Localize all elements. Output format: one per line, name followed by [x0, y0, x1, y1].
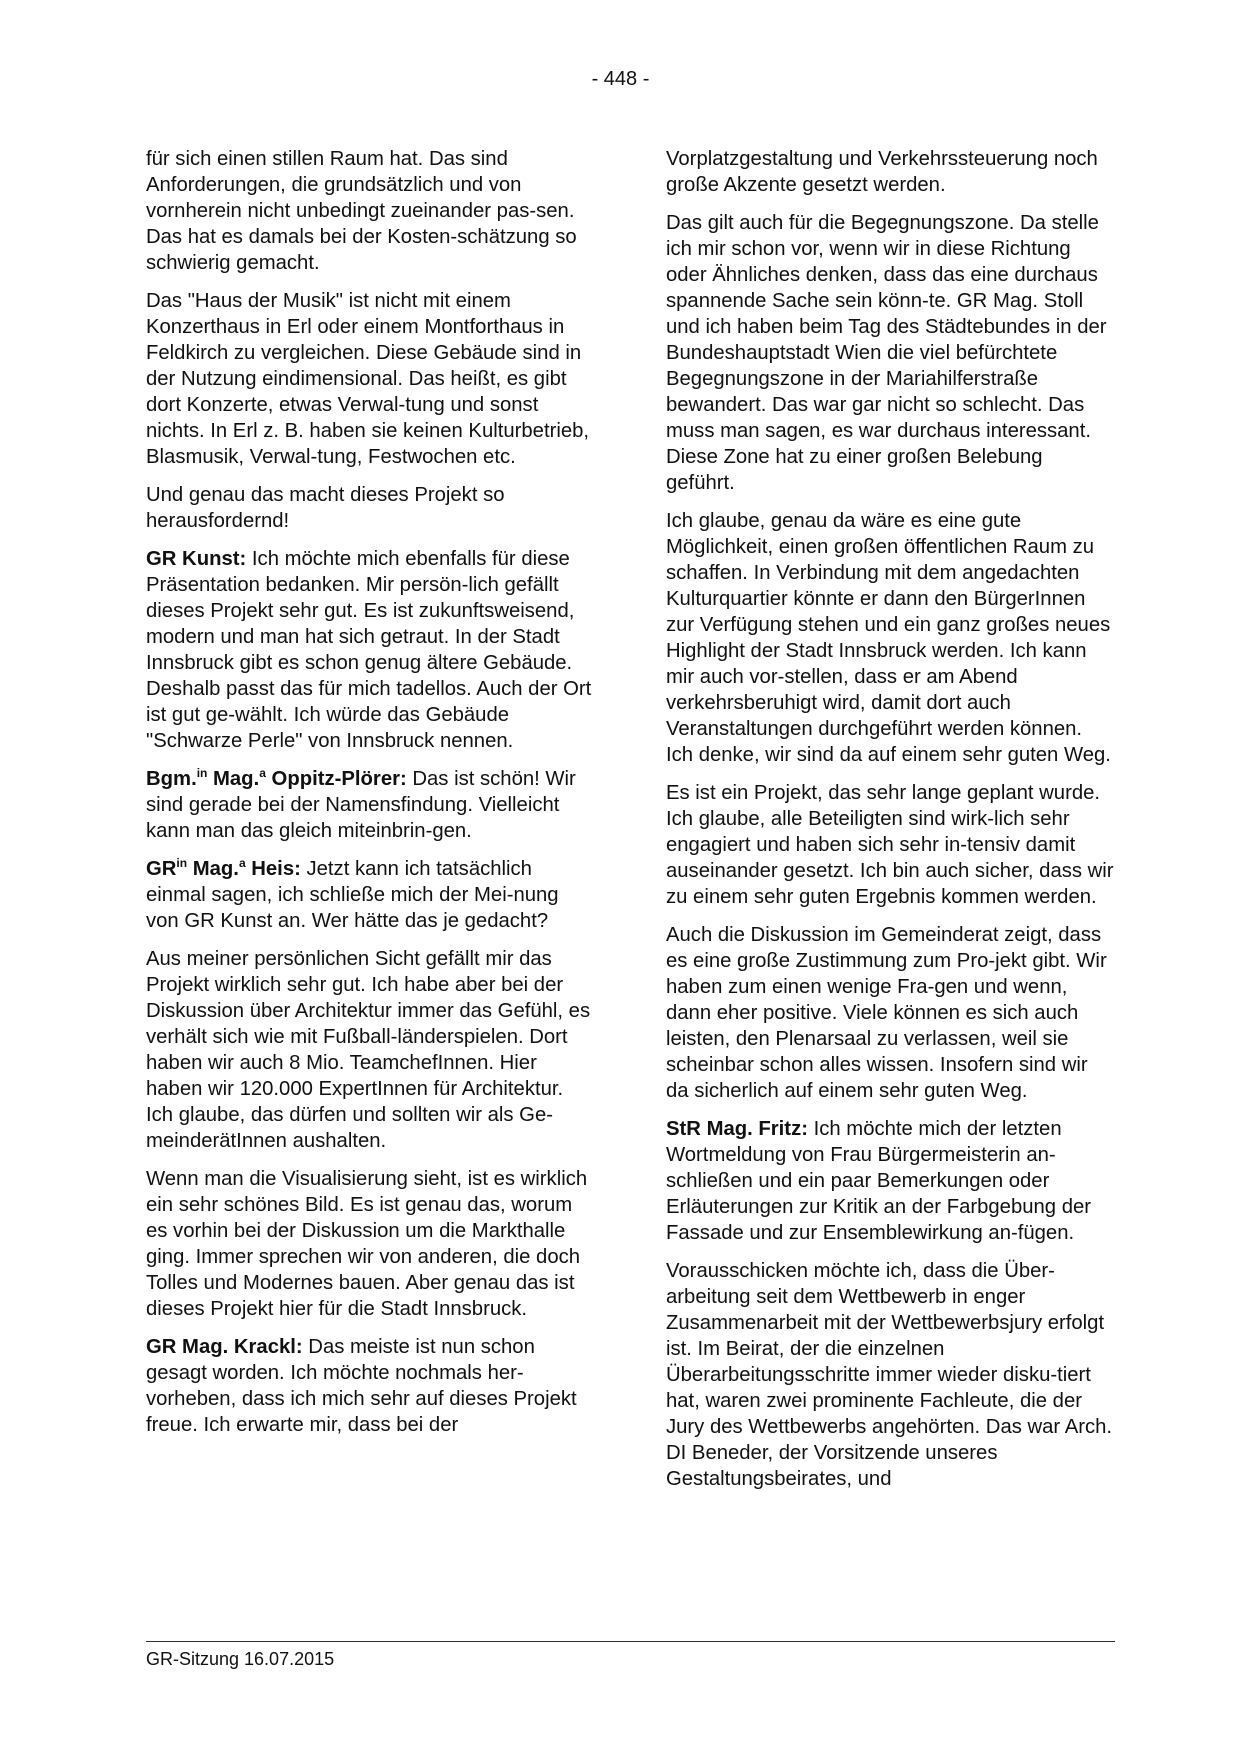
speech-kunst [146, 546, 594, 754]
speech-text: Das meiste ist nun schon gesagt worden. Ich möchte nochmals her-vorheben, dass ich mich sehr auf dieses Projekt freue. Ich erwarte mir, dass bei der [146, 1336, 577, 1436]
paragraph: Ich glaube, genau da wäre es eine gute Möglichkeit, einen großen öffentlichen Raum zu schaffen. In Verbindung mit dem angedachten Kulturquartier könnte er dann den BürgerInnen zur Verfügung stehen und ein ganz großes neues Highlight der Stadt Innsbruck werden. Ich kann mir auch vor-stellen, dass er am Abend verkehrsberuhigt wird, damit dort auch Veranstaltungen durchgeführt werden können. Ich denke, wir sind da auf einem sehr guten Weg. [666, 510, 1111, 766]
paragraph: Wenn man die Visualisierung sieht, ist es wirklich ein sehr schönes Bild. Es ist genau das, worum es vorhin bei der Diskussion um die Markthalle ging. Immer sprechen wir von anderen, die doch Tolles und Modernes bauen. Aber genau das ist dieses Projekt hier für die Stadt Innsbruck. [146, 1168, 588, 1320]
paragraph: Auch die Diskussion im Gemeinderat zeigt, dass es eine große Zustimmung zum Pro-jekt gibt. Wir haben zum einen wenige Fra-gen und wenn, dann eher positive. Viele können es sich auch leisten, den Plenarsaal zu verlassen, weil sie scheinbar schon alles wissen. Insofern sind wir da sicherlich auf einem sehr guten Weg. [666, 924, 1107, 1102]
paragraph: für sich einen stillen Raum hat. Das sind Anforderungen, die grundsätzlich und von vornherein nicht unbedingt zueinander pas-sen. Das hat es damals bei der Kosten-schätzung so schwierig gemacht. [146, 148, 577, 274]
speaker-name: GR Mag. Krackl: [146, 1336, 303, 1358]
paragraph: Das gilt auch für die Begegnungszone. Da stelle ich mir schon vor, wenn wir in diese Richtung oder Ähnliches denken, dass das eine durchaus spannende Sache sein könn-te. GR Mag. Stoll und ich haben beim Tag des Städtebundes in der Bundeshauptstadt Wien die viel befürchtete Begegnungszone in der Mariahilferstraße bewandert. Das war gar nicht so schlecht. Das muss man sagen, es war durchaus interessant. Diese Zone hat zu einer großen Belebung geführt. [666, 212, 1107, 494]
paragraph: Es ist ein Projekt, das sehr lange geplant wurde. Ich glaube, alle Beteiligten sind wirk-lich sehr engagiert und haben sich sehr in-tensiv damit auseinander gesetzt. Ich bin auch sicher, dass wir zu einem sehr guten Ergebnis kommen werden. [666, 782, 1114, 908]
speech-krackl [146, 1334, 594, 1438]
paragraph: Vorausschicken möchte ich, dass die Über-arbeitung seit dem Wettbewerb in enger Zusammenarbeit mit der Wettbewerbsjury erfolgt ist. Im Beirat, der die einzelnen Überarbeitungsschritte immer wieder disku-tiert hat, waren zwei prominente Fachleute, die der Jury des Wettbewerbs angehörten. Das war Arch. DI Beneder, der Vorsitzende unseres Gestaltungsbeirates, und [666, 1260, 1113, 1490]
paragraph: Das "Haus der Musik" ist nicht mit einem Konzerthaus in Erl oder einem Montforthaus in Feldkirch zu vergleichen. Diese Gebäude sind in der Nutzung eindimensional. Das heißt, es gibt dort Konzerte, etwas Verwal-tung und sonst nichts. In Erl z. B. haben sie keinen Kulturbetrieb, Blasmusik, Verwal-tung, Festwochen etc. [146, 290, 590, 468]
speech-oppitz-ploerer [146, 766, 594, 844]
speaker-name: $GR^{in}$ Mag.$^a$ Heis: [146, 856, 301, 880]
speech-fritz [666, 1116, 1114, 1246]
speaker-name: GR Kunst: [146, 548, 247, 570]
speech-text: Ich möchte mich ebenfalls für diese Präsentation bedanken. Mir persön-lich gefällt dieses Projekt sehr gut. Es ist zukunftsweisend, modern und man hat sich getraut. In der Stadt Innsbruck gibt es schon genug ältere Gebäude. Deshalb passt das für mich tadellos. Auch der Ort ist gut ge-wählt. Ich würde das Gebäude "Schwarze Perle" von Innsbruck nennen. [146, 548, 592, 752]
speaker-name: StR Mag. Fritz: [666, 1118, 808, 1140]
footer-divider [146, 1641, 1115, 1642]
speech-text: Ich möchte mich der letzten Wortmeldung von Frau Bürgermeisterin an-schließen und ein paar Bemerkungen oder Erläuterungen zur Kritik an der Farbgebung der Fassade und zur Ensemblewirkung an-fügen. [666, 1118, 1092, 1244]
left-column [146, 146, 594, 1450]
paragraph: Vorplatzgestaltung und Verkehrssteuerung noch große Akzente gesetzt werden. [666, 148, 1098, 196]
speaker-name: Bgm.$^{in}$ Mag.$^a$ Oppitz-Plörer: [146, 766, 407, 790]
paragraph: Aus meiner persönlichen Sicht gefällt mir das Projekt wirklich sehr gut. Ich habe aber bei der Diskussion über Architektur immer das Gefühl, es verhält sich wie mit Fußball-länderspielen. Dort haben wir auch 8 Mio. TeamchefInnen. Hier haben wir 120.000 ExpertInnen für Architektur. Ich glaube, das dürfen und sollten wir als Ge-meinderätInnen aushalten. [146, 948, 591, 1152]
speech-text: Das ist schön! Wir sind gerade bei der Namensfindung. Vielleicht kann man das gleich miteinbrin-gen. [146, 768, 576, 842]
page-number: - 448 - [591, 68, 650, 90]
speech-heis [146, 856, 594, 934]
paragraph: Und genau das macht dieses Projekt so herausfordernd! [146, 484, 505, 532]
speech-text: Jetzt kann ich tatsächlich einmal sagen, ich schließe mich der Mei-nung von GR Kunst an. Wer hätte das je gedacht? [146, 858, 559, 932]
footer-session-date: GR-Sitzung 16.07.2015 [146, 1649, 335, 1669]
right-column [666, 146, 1114, 1504]
